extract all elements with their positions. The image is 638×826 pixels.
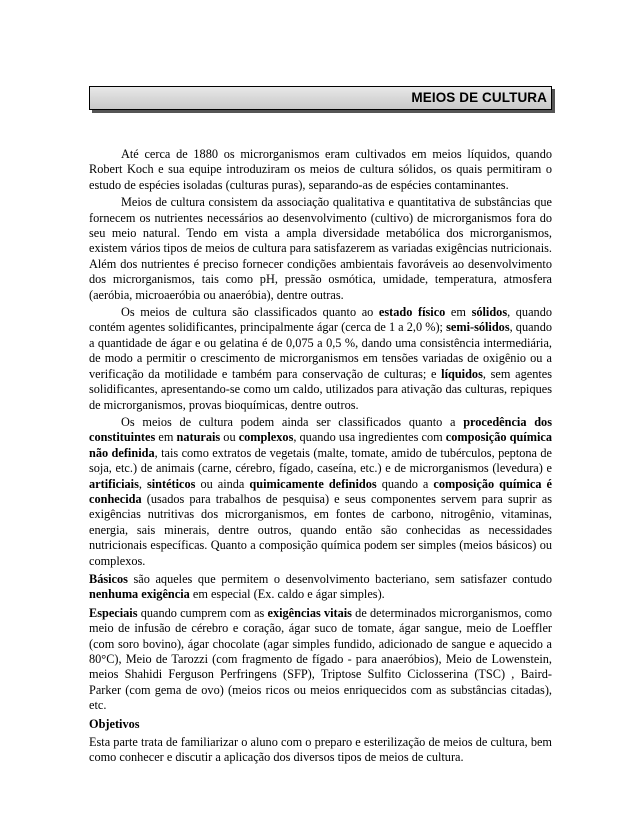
section-heading-objetivos: Objetivos xyxy=(89,716,140,731)
bold-term: artificiais xyxy=(89,476,139,491)
bold-term: quimicamente definidos xyxy=(249,476,377,491)
bold-term: estado físico xyxy=(378,305,446,320)
bold-term: Especiais xyxy=(89,605,138,620)
bold-term: semi-sólidos xyxy=(446,320,510,335)
bold-term: líquidos xyxy=(441,366,483,381)
bold-term: composição química não definida xyxy=(89,430,552,460)
bold-term: exigências vitais xyxy=(267,605,352,620)
bold-term: sólidos xyxy=(471,305,508,320)
bold-term: Básicos xyxy=(89,571,128,586)
paragraph-definition: Meios de cultura consistem da associação qualitativa e quantitativa de substâncias que fornecem os nutrientes necessários ao desenvolvimento (cultivo) de microrganismos fora do seu meio natural. Tendo em vista a ampla diversidade metabólica dos microrganismos, existem vários tipos de meios de cultura para satisfazerem as variadas exigências nutricionais. Além dos nutrientes é preciso fornecer condições ambientais favoráveis ao desenvolvimento dos microrganismos, tais como pH, pressão osmótica, umidade, temperatura, atmosfera (aeróbia, microaeróbia ou anaeróbia), dentre outras. xyxy=(89,195,552,302)
page-title: MEIOS DE CULTURA xyxy=(411,90,547,105)
bold-term: sintéticos xyxy=(146,476,196,491)
document-page xyxy=(89,86,552,766)
paragraph-basicos: Básicos são aqueles que permitem o desenvolvimento bacteriano, sem satisfazer contudo nenhuma exigência em especial (Ex. caldo e ágar simples). xyxy=(89,571,552,602)
bold-term: procedência dos constituintes xyxy=(89,414,552,445)
paragraph-history: Até cerca de 1880 os microrganismos eram cultivados em meios líquidos, quando Robert Koch e sua equipe introduziram os meios de cultura sólidos, os quais permitiram o estudo de espécies isoladas (culturas puras), separando-as de espécies contaminantes. xyxy=(89,147,552,192)
paragraph-physical-state: Os meios de cultura são classificados quanto ao estado físico em sólidos, quando contém agentes solidificantes, principalmente ágar (cerca de 1 a 2,0 %); semi-sólidos, quando a quantidade de ágar e ou gelatina é de 0,075 a 0,5 %, dando uma consistência intermediária, de modo a permitir o crescimento de microrganismos em tensões variadas de oxigênio ou a verificação da motilidade e também para conservação de culturas; e líquidos, sem agentes solidificantes, apresentando-se como um caldo, utilizados para ativação das culturas, repiques de microrganismos, provas bioquímicas, dentre outros. xyxy=(89,305,553,412)
paragraph-especiais: Especiais quando cumprem com as exigências vitais de determinados microrganismos, como meio de infusão de cérebro e coração, ágar suco de tomate, ágar sangue, meio de Loeffler (com soro bovino), ágar chocolate (agar simples fundido, adicionado de sangue e aquecido a 80°C), Meio de Tarozzi (com fragmento de fígado - para anaeróbios), Meio de Lowenstein, meios Shahidi Ferguson Perfringens (SFP), Triptose Sulfito Ciclosserina (TSC) , Baird-Parker (com gema de ovo) (meios ricos ou meios enriquecidos com as substâncias citadas), etc. xyxy=(89,605,552,713)
paragraph-constituents: Os meios de cultura podem ainda ser classificados quanto a procedência dos constituintes em naturais ou complexos, quando usa ingredientes com composição química não definida, tais como extratos de vegetais (malte, tomate, amido de tubérculos, peptona de soja, etc.) de animais (carne, cérebro, fígado, caseína, etc.) e de microrganismos (levedura) e artificiais, sintéticos ou ainda quimicamente definidos quando a composição química é conhecida (usados para trabalhos de pesquisa) e seus componentes servem para suprir as exigências nutritivas dos microrganismos, em fontes de carbono, nitrogênio, vitaminas, energia, sais minerais, dentre outros, quando então são conhecidas as necessidades nutricionais específicas. Quanto a composição química podem ser simples (meios básicos) ou complexos. xyxy=(89,414,553,568)
paragraph-objetivos: Esta parte trata de familiarizar o aluno com o preparo e esterilização de meios de cultura, bem como conhecer e discutir a aplicação dos diversos tipos de meios de cultura. xyxy=(89,735,552,765)
bold-term: naturais xyxy=(176,430,221,445)
bold-term: complexos xyxy=(238,430,294,445)
bold-term: nenhuma exigência xyxy=(89,587,190,602)
bold-term: composição química é conhecida xyxy=(89,476,552,506)
title-banner xyxy=(89,86,552,110)
